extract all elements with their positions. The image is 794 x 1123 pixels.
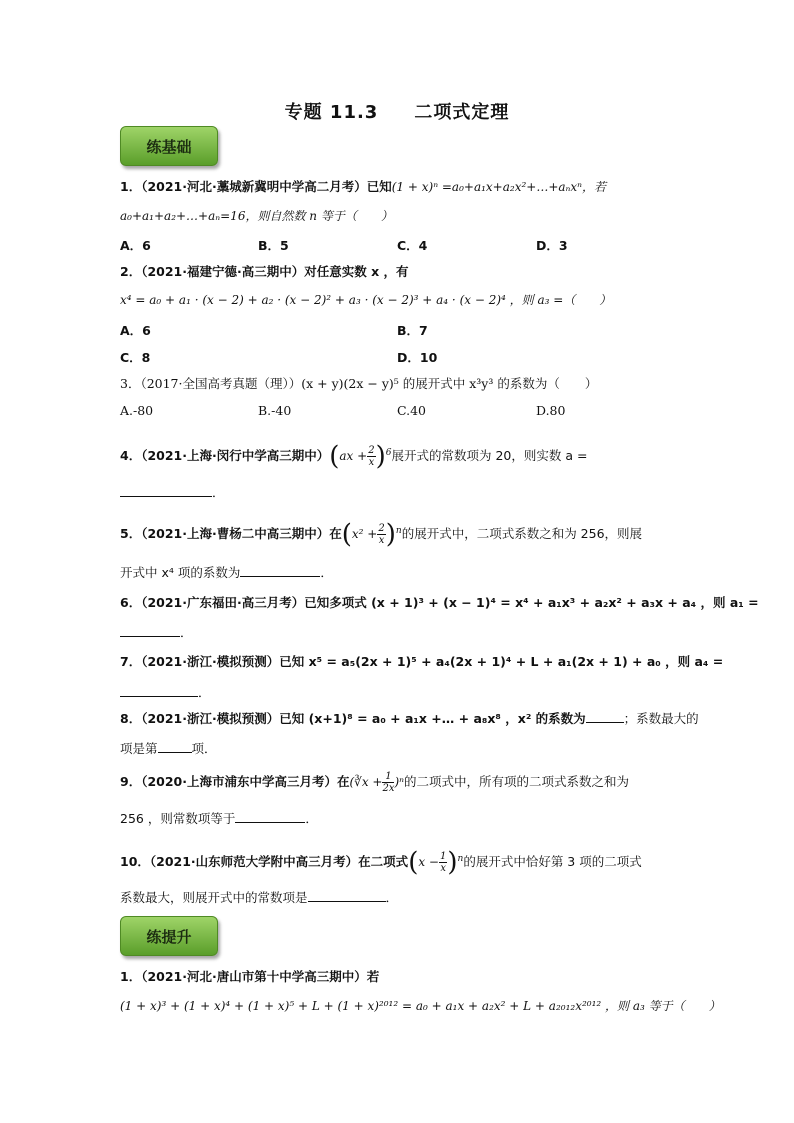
- q3-option-a: A.-80: [120, 403, 154, 418]
- p1-expr: (1 + x)³ + (1 + x)⁴ + (1 + x)⁵ + L + (1 + x)²⁰¹² = a₀ + a₁x + a₂x² + L + a₂₀₁₂x²⁰¹² ，则 a₃ 等于（ ）: [120, 999, 721, 1013]
- q2-head: 2．（2021·福建宁德·高三期中）对任意实数 x ，有: [120, 264, 409, 279]
- q9-tail: 的二项式中，所有项的二项式系数之和为: [404, 774, 630, 789]
- title-prefix: 专题 11.3: [284, 102, 379, 123]
- q6-answer-blank[interactable]: [120, 624, 180, 637]
- q1-head: 1．（2021·河北·藁城新冀明中学高二月考）已知: [120, 179, 392, 194]
- q10-head: 10．（2021·山东师范大学附中高三月考）在二项式: [120, 854, 409, 870]
- q10-tail: 的展开式中恰好第 3 项的二项式: [463, 854, 642, 870]
- q5-answer-blank[interactable]: [240, 564, 320, 577]
- question-8: 8．（2021·浙江·模拟预测）已知 (x+1)⁸ = a₀ + a₁x +… + a₈x⁸ ，x² 的系数为 ；系数最大的: [120, 711, 699, 726]
- q6-answer-line: ．: [120, 624, 680, 642]
- q6-text: 6．（2021·广东福田·高三月考）已知多项式 (x + 1)³ + (x − 1)⁴ = x⁴ + a₁x³ + a₂x² + a₃x + a₄ ，则 a₁ =: [120, 595, 759, 610]
- advanced-question-1: [120, 968, 680, 986]
- q2-option-d: D．10: [397, 350, 438, 365]
- q2-option-b: B．7: [397, 323, 428, 338]
- question-4: 4．（2021·上海·闵行中学高三期中）(ax + $\frac{2}{x}$ )$^6$展开式的常数项为 20，则实数 a =: [120, 441, 588, 472]
- q1-line2: [120, 207, 680, 225]
- question-10: 10．（2021·山东师范大学附中高三月考）在二项式(x − $\frac{1}{x}$ )$^n$的展开式中恰好第 3 项的二项式: [120, 847, 642, 878]
- q9-head: 9．（2020·上海市浦东中学高三月考）在: [120, 774, 350, 789]
- q4-head: 4．（2021·上海·闵行中学高三期中）: [120, 448, 330, 464]
- question-5: 5．（2021·上海·曹杨二中高三期中）在(x² + $\frac{2}{x}$ )$^n$的展开式中，二项式系数之和为 256，则展: [120, 519, 643, 550]
- q1-option-a: A．6: [120, 238, 151, 253]
- q1-option-b: B．5: [258, 238, 289, 253]
- question-7: [120, 653, 724, 671]
- q7-answer-blank[interactable]: [120, 684, 198, 697]
- q1-option-c: C．4: [397, 238, 428, 253]
- q4-answer-blank[interactable]: [120, 484, 212, 497]
- q1-option-d: D．3: [536, 238, 568, 253]
- question-9: 9．（2020·上海市浦东中学高三月考）在(∛x + $\frac{1}{2x}$ )ⁿ的二项式中，所有项的二项式系数之和为: [120, 771, 630, 794]
- section-badge-advanced: 练提升: [120, 916, 218, 956]
- question-3: 3．（2017·全国高考真题（理））(x + y)(2x − y)⁵ 的展开式中 x³y³ 的系数为（ ）: [120, 376, 598, 391]
- page-title: [0, 98, 794, 124]
- q8-line2: 项是第 项．: [120, 741, 217, 756]
- q2-expr: x⁴ = a₀ + a₁ · (x − 2) + a₂ · (x − 2)² + a₃ · (x − 2)³ + a₄ · (x − 2)⁴ ，则 a₃ =（ ）: [120, 293, 612, 307]
- q3-option-b: B.-40: [258, 403, 292, 418]
- q1-condition: a₀+a₁+a₂+…+aₙ=16，则自然数 n 等于（ ）: [120, 209, 393, 223]
- q3-option-c: C.40: [397, 403, 426, 418]
- q5-line2: 开式中 x⁴ 项的系数为 ．: [120, 565, 333, 580]
- q8-answer-blank-1[interactable]: [586, 710, 624, 723]
- p1-expression: [120, 997, 721, 1015]
- q4-answer-line: ．: [120, 484, 680, 502]
- q7-text: 7．（2021·浙江·模拟预测）已知 x⁵ = a₅(2x + 1)⁵ + a₄(2x + 1)⁴ + L + a₁(2x + 1) + a₀ ，则 a₄ =: [120, 654, 724, 669]
- q5-head: 5．（2021·上海·曹杨二中高三期中）在: [120, 526, 342, 542]
- q10-answer-blank[interactable]: [308, 889, 386, 902]
- section-badge-basic: 练基础: [120, 126, 218, 166]
- q8-text: 8．（2021·浙江·模拟预测）已知 (x+1)⁸ = a₀ + a₁x +… + a₈x⁸ ，x² 的系数为: [120, 711, 586, 726]
- q8-answer-blank-2[interactable]: [158, 740, 192, 753]
- p1-head: 1．（2021·河北·唐山市第十中学高三期中）若: [120, 969, 380, 984]
- question-1: [120, 178, 680, 196]
- q10-line2: 系数最大，则展开式中的常数项是 ．: [120, 890, 399, 905]
- title-main: 二项式定理: [414, 102, 510, 123]
- question-2: [120, 263, 680, 281]
- question-6: [120, 594, 759, 612]
- q1-expr: (1 + x)ⁿ =a₀+a₁x+a₂x²+…+aₙxⁿ，若: [391, 180, 607, 194]
- q9-line2: 256 ，则常数项等于 ．: [120, 811, 318, 826]
- q4-tail: 展开式的常数项为 20，则实数 a =: [391, 448, 588, 464]
- q7-answer-line: ．: [120, 684, 680, 702]
- q2-option-a: A．6: [120, 323, 151, 338]
- q5-tail: 的展开式中，二项式系数之和为 256，则展: [401, 526, 643, 542]
- q2-expression: [120, 291, 680, 309]
- q3-option-d: D.80: [536, 403, 566, 418]
- q2-option-c: C．8: [120, 350, 151, 365]
- q9-answer-blank[interactable]: [235, 810, 305, 823]
